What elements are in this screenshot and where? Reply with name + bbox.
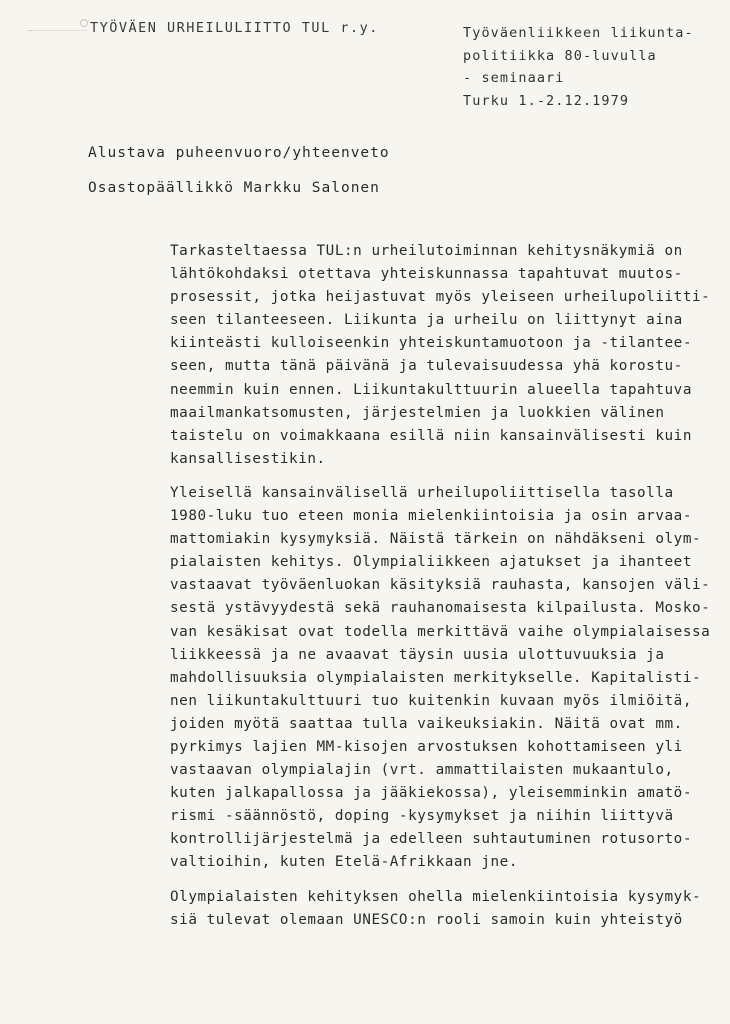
text-line: pialaisten kehitys. Olympialiikkeen ajatukset ja ihanteet [170, 554, 692, 571]
text-line: kansallisestikin. [170, 450, 326, 467]
text-line: Olympialaisten kehityksen ohella mielenkiintoisia kysymyk- [170, 888, 702, 905]
text-line: kontrollijärjestelmä ja edelleen suhtautuminen rotusorto- [170, 831, 692, 848]
text-line: pyrkimys lajien MM-kisojen arvostuksen kohottamiseen yli [170, 738, 683, 755]
document-title: Alustava puheenvuoro/yhteenveto [88, 145, 390, 161]
text-line: maailmankatsomusten, järjestelmien ja luokkien välinen [170, 404, 665, 421]
speaker-line: Osastopäällikkö Markku Salonen [88, 180, 380, 196]
text-line: nen liikuntakulttuuri tuo kuitenkin kuvaan myös ilmiöitä, [170, 692, 692, 709]
text-line: kuten jalkapallossa ja jääkiekossa), yleisemminkin amatö- [170, 785, 692, 802]
text-line: rismi -säännöstö, doping -kysymykset ja niihin liittyvä [170, 808, 674, 825]
event-line: Työväenliikkeen liikunta- [463, 25, 694, 41]
text-line: mahdollisuuksia olympialaisten merkitykselle. Kapitalisti- [170, 669, 702, 686]
text-line: Yleisellä kansainvälisellä urheilupoliittisella tasolla [170, 484, 674, 501]
text-line: 1980-luku tuo eteen monia mielenkiintoisia ja osin arvaa- [170, 508, 692, 525]
event-line: politiikka 80-luvulla [463, 47, 657, 64]
text-line: joiden myötä saattaa tulla vaikeuksiakin. Näitä ovat mm. [170, 715, 683, 732]
body-text [170, 240, 710, 932]
text-line: siä tulevat olemaan UNESCO:n rooli samoin kuin yhteistyö [170, 911, 683, 928]
text-line: kiinteästi kulloiseenkin yhteiskuntamuotoon ja -tilantee- [170, 335, 692, 352]
event-line: - seminaari [463, 70, 565, 86]
paragraph-3 [170, 886, 710, 932]
text-line: vastaavat työväenluokan käsityksiä rauhasta, kansojen väli- [170, 577, 711, 594]
ink-blot-mark [28, 22, 86, 31]
event-info [463, 22, 694, 112]
text-line: liikkeessä ja ne avaavat täysin uusia ulottuvuuksia ja [170, 646, 665, 663]
text-line: prosessit, jotka heijastuvat myös yleiseen urheilupoliitti- [170, 289, 711, 306]
text-line: lähtökohdaksi otettava yhteiskunnassa tapahtuvat muutos- [170, 266, 683, 283]
text-line: seen tilanteeseen. Liikunta ja urheilu on liittynyt aina [170, 312, 683, 329]
text-line: neemmin kuin ennen. Liikuntakulttuurin alueella tapahtuva [170, 381, 692, 398]
paragraph-1 [170, 240, 710, 471]
paragraph-2 [170, 482, 710, 875]
organization-header: TYÖVÄEN URHEILULIITTO TUL r.y. [90, 20, 379, 36]
text-line: mattomiakin kysymyksiä. Näistä tärkein on nähdäkseni olym- [170, 531, 702, 548]
text-line: valtioihin, kuten Etelä-Afrikkaan jne. [170, 854, 518, 871]
text-line: van kesäkisat ovat todella merkittävä vaihe olympialaisessa [170, 623, 711, 640]
text-line: taistelu on voimakkaana esillä niin kansainvälisesti kuin [170, 427, 692, 444]
text-line: seen, mutta tänä päivänä ja tulevaisuudessa yhä korostu- [170, 358, 683, 375]
text-line: sestä ystävyydestä sekä rauhanomaisesta kilpailusta. Mosko- [170, 600, 711, 617]
text-line: Tarkasteltaessa TUL:n urheilutoiminnan kehitysnäkymiä on [170, 243, 683, 259]
event-date: Turku 1.-2.12.1979 [463, 92, 630, 109]
text-line: vastaavan olympialajin (vrt. ammattilaisten mukaantulo, [170, 762, 674, 779]
